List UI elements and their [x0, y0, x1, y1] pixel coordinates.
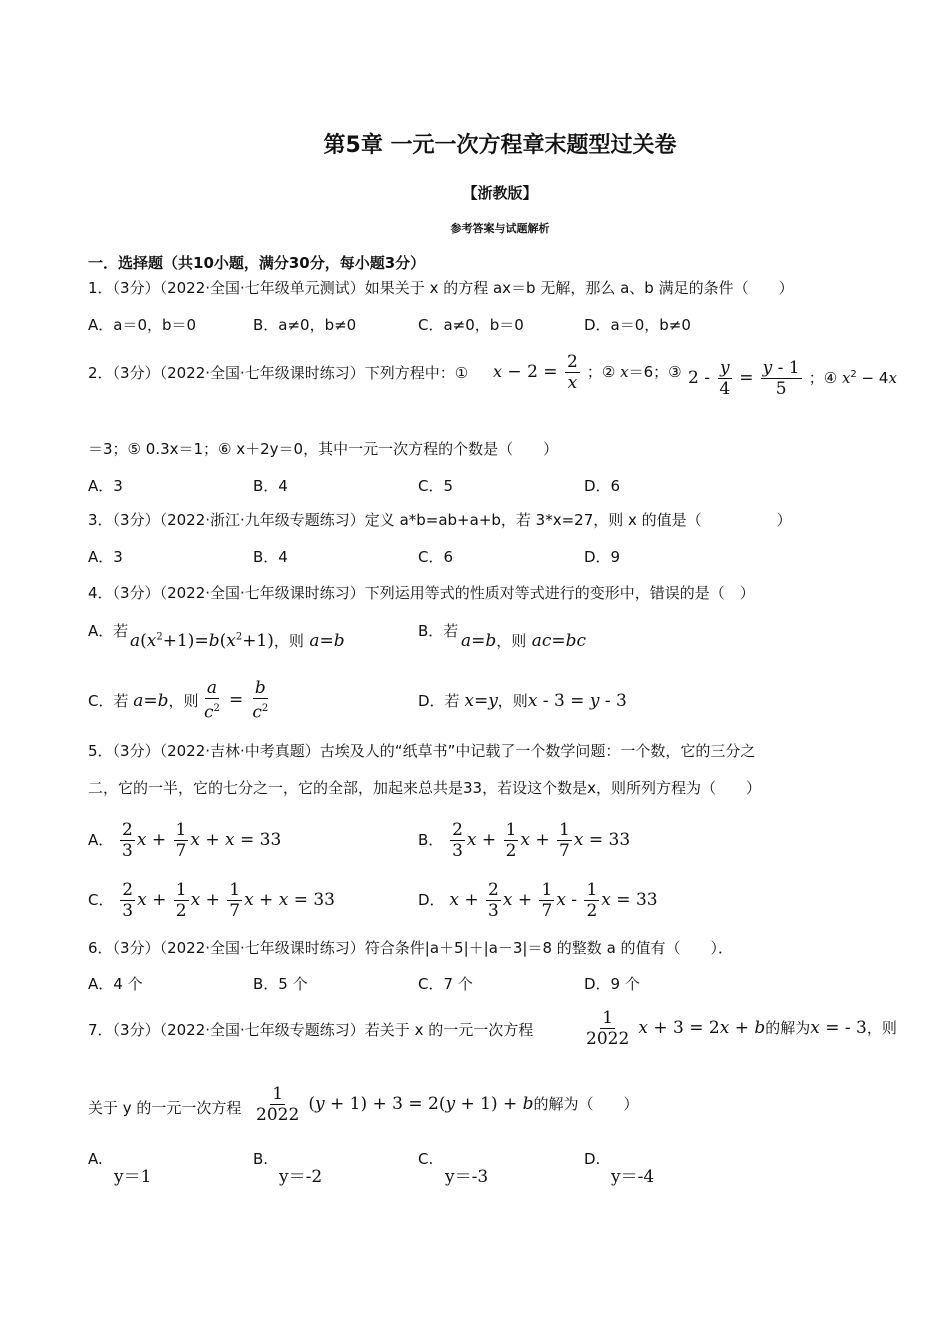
q2-option-c: C．5 — [418, 477, 454, 495]
section-heading: 一．选择题（共10小题，满分30分，每小题3分） — [88, 254, 426, 272]
q5-option-d: D． x + $\frac{2}{3}$ x + $\frac{1}{7}$ x - $\frac{1}{2}$ x = 33 — [418, 880, 658, 921]
q7-option-d: D. — [584, 1150, 601, 1168]
q5-option-d-label: D． — [418, 891, 445, 909]
answers-subtitle: 参考答案与试题解析 — [450, 222, 550, 235]
edition-label: 【浙教版】 — [462, 184, 538, 202]
q4-option-a-label: A．若 — [88, 622, 129, 640]
q5-option-b-label: B． — [418, 831, 444, 849]
q5-option-b: B． $\frac{2}{3}$ x + $\frac{1}{2}$ x + $\frac{1}{7}$ x = 33 — [418, 820, 631, 861]
page-title: 第5章 一元一次方程章末题型过关卷 — [323, 133, 677, 158]
q6-option-b: B．5 个 — [253, 975, 308, 993]
question-7-line2-end: 的解为（ ） — [533, 1095, 639, 1113]
q4-option-c: C．若 a=b，则 — [88, 691, 199, 711]
q7-option-b: B. — [253, 1150, 269, 1168]
q2-equation-3: 2 - $\frac{y}{4}$ = $\frac{y - 1}{5}$ ；④ $x^2 - 4x$ — [688, 358, 897, 399]
q4-option-b — [418, 620, 458, 641]
question-4-stem: 4．（3分）（2022·全国·七年级课时练习）下列运用等式的性质对等式进行的变形中，错误的是（ ） — [88, 584, 755, 602]
q1-option-c: C．a≠0，b＝0 — [418, 316, 524, 334]
question-7-line2: 关于 y 的一元一次方程 — [88, 1099, 242, 1117]
q2-equation-1: x − 2 = $\frac{2}{x}$ ；② x＝6；③ — [493, 352, 682, 393]
q4-option-d: D．若 x=y，则x - 3 = y - 3 — [418, 691, 627, 711]
q3-option-c: C．6 — [418, 548, 454, 566]
question-5-stem: 5．（3分）（2022·吉林·中考真题）古埃及人的“纸草书”中记载了一个数学问题：一个数，它的三分之 — [88, 742, 756, 760]
q1-option-d: D．a＝0，b≠0 — [584, 316, 691, 334]
q7-equation-y: $\frac{1}{2022}$ (y + 1) + 3 = 2(y + 1) + b的解为（ ） — [256, 1084, 639, 1125]
question-5-line2: 二，它的一半，它的七分之一，它的全部，加起来总共是33，若设这个数是x，则所列方程为（ ） — [88, 779, 761, 797]
q7-option-a-value: y＝1 — [114, 1167, 152, 1187]
q2-option-b: B．4 — [253, 477, 288, 495]
q7-option-b-value: y＝-2 — [279, 1167, 323, 1187]
q3-option-a: A．3 — [88, 548, 123, 566]
q4-option-c-math: $\frac{a}{c^2}$ = $\frac{b}{c^2}$ — [204, 678, 269, 723]
q7-option-c: C. — [418, 1150, 434, 1168]
q2-option-a: A．3 — [88, 477, 123, 495]
question-2-line2: ＝3；⑤ 0.3x＝1；⑥ x＋2y＝0，其中一元一次方程的个数是（ ） — [88, 440, 559, 458]
q5-option-a: A． $\frac{2}{3}$ x + $\frac{1}{7}$ x + x = 33 — [88, 820, 282, 861]
q5-option-c: C． $\frac{2}{3}$ x + $\frac{1}{2}$ x + $\frac{1}{7}$ x + x = 33 — [88, 880, 335, 921]
q4-option-c-label: C．若 — [88, 692, 129, 710]
question-2-stem — [88, 362, 468, 383]
question-3-stem: 3．（3分）（2022·浙江·九年级专题练习）定义 a*b=ab+a+b，若 3*x=27，则 x 的值是（ ） — [88, 511, 792, 529]
q6-option-d: D．9 个 — [584, 975, 640, 993]
q3-option-b: B．4 — [253, 548, 288, 566]
q7-equation-x: $\frac{1}{2022}$ x + 3 = 2x + b的解为x = - 3，则 — [586, 1008, 897, 1049]
question-2-stem-text: 2．（3分）（2022·全国·七年级课时练习）下列方程中：① — [88, 364, 469, 382]
q1-option-a: A．a＝0，b＝0 — [88, 316, 197, 334]
q5-option-c-label: C． — [88, 891, 114, 909]
q6-option-c: C．7 个 — [418, 975, 473, 993]
q7-option-d-value: y＝-4 — [611, 1167, 655, 1187]
q4-option-b-math: a=b，则 ac=bc — [461, 631, 587, 651]
question-1-stem: 1．（3分）（2022·全国·七年级单元测试）如果关于 x 的方程 ax＝b 无解，那么 a、b 满足的条件（ ） — [88, 279, 794, 297]
q2-option-d: D．6 — [584, 477, 621, 495]
q4-option-a-math: $a(x^2+1)=b(x^2+1)$，则 a=b — [130, 631, 345, 651]
q5-option-a-label: A． — [88, 831, 114, 849]
q3-option-d: D．9 — [584, 548, 621, 566]
question-6-stem: 6．（3分）（2022·全国·七年级课时练习）符合条件|a＋5|＋|a－3|＝8 的整数 a 的值有（ ）． — [88, 939, 734, 957]
q7-option-c-value: y＝-3 — [445, 1167, 489, 1187]
q4-option-b-label: B．若 — [418, 622, 459, 640]
q1-option-b: B．a≠0，b≠0 — [253, 316, 357, 334]
q7-option-a: A. — [88, 1150, 103, 1168]
question-7-stem: 7．（3分）（2022·全国·七年级专题练习）若关于 x 的一元一次方程 — [88, 1021, 534, 1039]
q4-option-d-label: D．若 — [418, 692, 460, 710]
q6-option-a: A．4 个 — [88, 975, 143, 993]
q4-option-a — [88, 620, 128, 641]
